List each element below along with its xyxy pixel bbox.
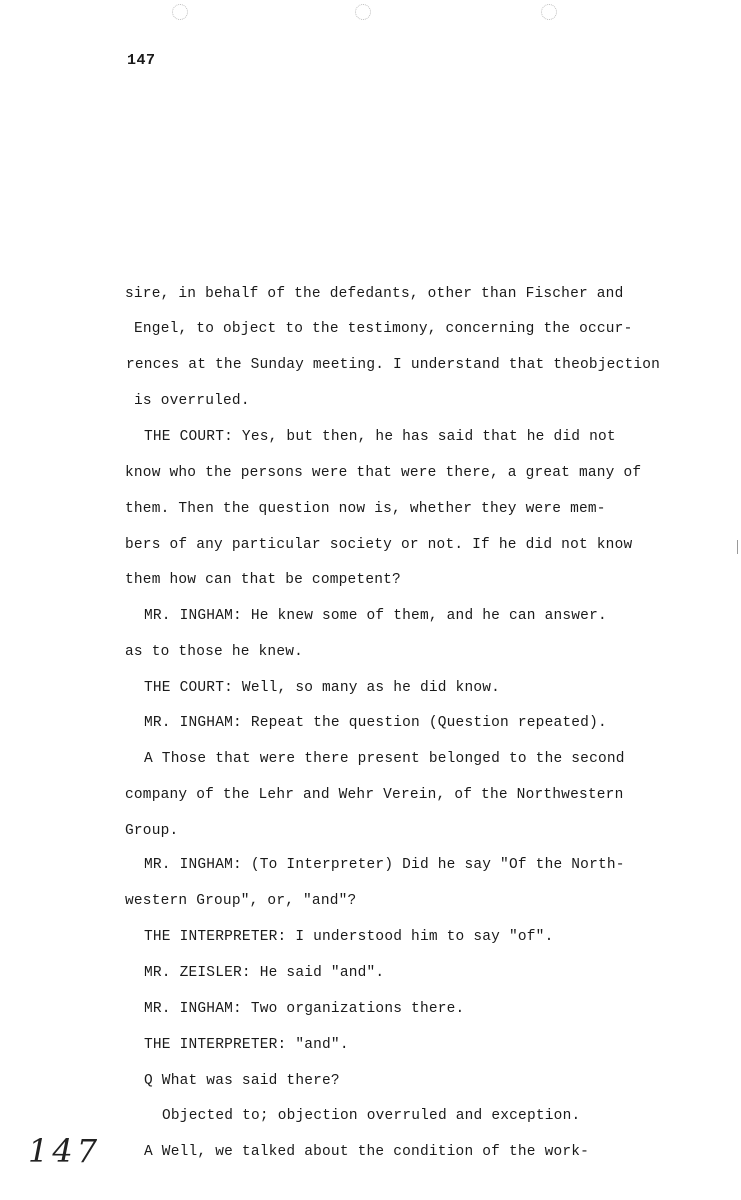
transcript-line: A Well, we talked about the condition of the work- <box>144 1144 590 1160</box>
transcript-line: sire, in behalf of the defedants, other than Fischer and <box>125 286 624 302</box>
punch-hole-right <box>541 4 557 20</box>
transcript-line: MR. ZEISLER: He said "and". <box>144 965 385 981</box>
transcript-line: Group. <box>125 823 179 839</box>
transcript-line: bers of any particular society or not. If he did not know <box>125 537 633 553</box>
transcript-line: THE COURT: Yes, but then, he has said that he did not <box>144 429 616 445</box>
margin-mark <box>737 540 738 554</box>
transcript-line: them how can that be competent? <box>125 572 401 588</box>
punch-hole-center <box>355 4 371 20</box>
transcript-line: THE INTERPRETER: I understood him to say "of". <box>144 929 554 945</box>
punch-hole-left <box>172 4 188 20</box>
transcript-line: rences at the Sunday meeting. I understand that theobjection <box>126 357 661 373</box>
transcript-line: Q What was said there? <box>144 1073 340 1089</box>
transcript-line: them. Then the question now is, whether they were mem- <box>125 501 606 517</box>
page-number: 147 <box>127 52 156 69</box>
transcript-line: western Group", or, "and"? <box>125 893 357 909</box>
transcript-line: THE INTERPRETER: "and". <box>144 1037 349 1053</box>
transcript-line: Objected to; objection overruled and exception. <box>162 1108 581 1124</box>
transcript-line: A Those that were there present belonged to the second <box>144 751 625 767</box>
transcript-line: company of the Lehr and Wehr Verein, of the Northwestern <box>125 787 624 803</box>
transcript-line: Engel, to object to the testimony, concerning the occur- <box>134 321 633 337</box>
transcript-line: MR. INGHAM: Two organizations there. <box>144 1001 465 1017</box>
transcript-line: is overruled. <box>134 393 250 409</box>
transcript-line: MR. INGHAM: He knew some of them, and he can answer. <box>144 608 607 624</box>
transcript-line: know who the persons were that were there, a great many of <box>125 465 642 481</box>
handwritten-page-number: 147 <box>28 1132 102 1170</box>
transcript-line: MR. INGHAM: Repeat the question (Question repeated). <box>144 715 607 731</box>
transcript-line: as to those he knew. <box>125 644 304 660</box>
transcript-line: THE COURT: Well, so many as he did know. <box>144 680 501 696</box>
transcript-line: MR. INGHAM: (To Interpreter) Did he say "Of the North- <box>144 857 625 873</box>
